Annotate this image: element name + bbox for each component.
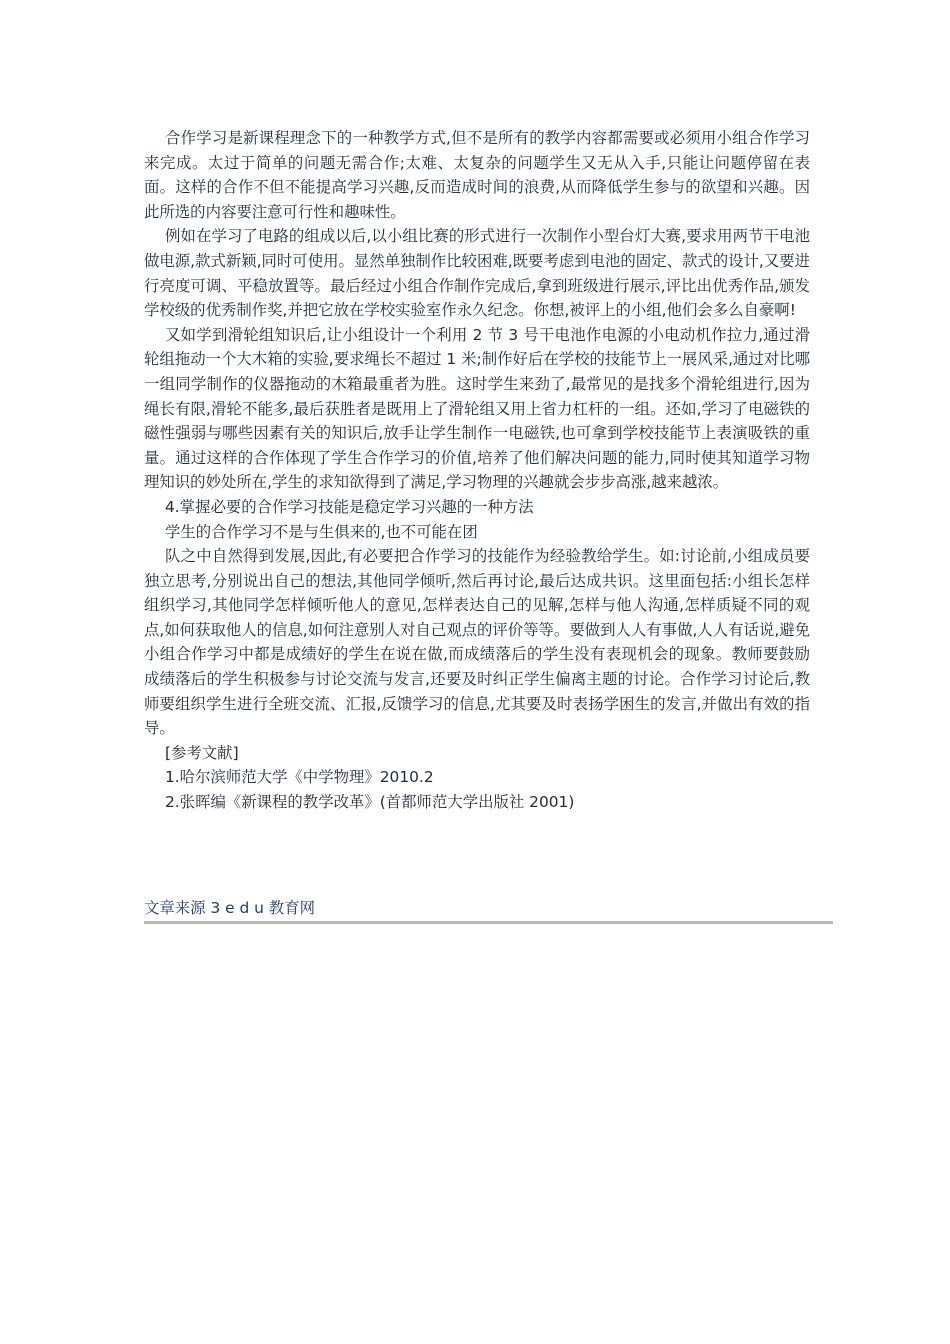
paragraph-skills-lead: 学生的合作学习不是与生俱来的,也不可能在团 [165, 522, 478, 541]
article-source-footer: 文章来源 3 e d u 教育网 [144, 897, 833, 924]
references-list [144, 741, 810, 815]
article-body [144, 126, 810, 815]
references-heading: [参考文献] [165, 743, 239, 762]
paragraph-intro: 合作学习是新课程理念下的一种教学方式,但不是所有的教学内容都需要或必须用小组合作学习来完成。太过于简单的问题无需合作;太难、太复杂的问题学生又无从入手,只能让问题停留在表面。这样的合作不但不能提高学习兴趣,反而造成时间的浪费,从而降低学生参与的欲望和兴趣。因此所选的内容要注意可行性和趣味性。 [144, 129, 810, 221]
paragraph-skills: 队之中自然得到发展,因此,有必要把合作学习的技能作为经验教给学生。如:讨论前,小组成员要独立思考,分别说出自己的想法,其他同学倾听,然后再讨论,最后达成共识。这里面包括:小组长怎样组织学习,其他同学怎样倾听他人的意见,怎样表达自己的见解,怎样与他人沟通,怎样质疑不同的观点,如何获取他人的信息,如何注意别人对自己观点的评价等等。要做到人人有事做,人人有话说,避免小组合作学习中都是成绩好的学生在说在做,而成绩落后的学生没有表现机会的现象。教师要鼓励成绩落后的学生积极参与讨论交流与发言,还要及时纠正学生偏离主题的讨论。合作学习讨论后,教师要组织学生进行全班交流、汇报,反馈学习的信息,尤其要及时表扬学困生的发言,并做出有效的指导。 [144, 547, 810, 738]
paragraph-lamp-example: 例如在学习了电路的组成以后,以小组比赛的形式进行一次制作小型台灯大赛,要求用两节干电池做电源,款式新颖,同时可使用。显然单独制作比较困难,既要考虑到电池的固定、款式的设计,又要进行亮度可调、平稳放置等。最后经过小组合作制作完成后,拿到班级进行展示,评比出优秀作品,颁发学校级的优秀制作奖,并把它放在学校实验室作永久纪念。你想,被评上的小组,他们会多么自豪啊! [144, 227, 810, 320]
reference-item: 2.张晖编《新课程的教学改革》(首都师范大学出版社 2001) [165, 793, 575, 812]
reference-item: 1.哈尔滨师范大学《中学物理》2010.2 [165, 768, 434, 787]
section-heading: 4.掌握必要的合作学习技能是稳定学习兴趣的一种方法 [165, 497, 534, 516]
paragraph-pulley-example: 又如学到滑轮组知识后,让小组设计一个利用 2 节 3 号干电池作电源的小电动机作拉力,通过滑轮组拖动一个大木箱的实验,要求绳长不超过 1 米;制作好后在学校的技能节上一展风采,通过对比哪一组同学制作的仪器拖动的木箱最重者为胜。这时学生来劲了,最常见的是找多个滑轮组进行,因为绳长有限,滑轮不能多,最后获胜者是既用上了滑轮组又用上省力杠杆的一组。还如,学习了电磁铁的磁性强弱与哪些因素有关的知识后,放手让学生制作一电磁铁,也可拿到学校技能节上表演吸铁的重量。通过这样的合作体现了学生合作学习的价值,培养了他们解决问题的能力,同时使其知道学习物理知识的妙处所在,学生的求知欲得到了满足,学习物理的兴趣就会步步高涨,越来越浓。 [144, 325, 810, 492]
